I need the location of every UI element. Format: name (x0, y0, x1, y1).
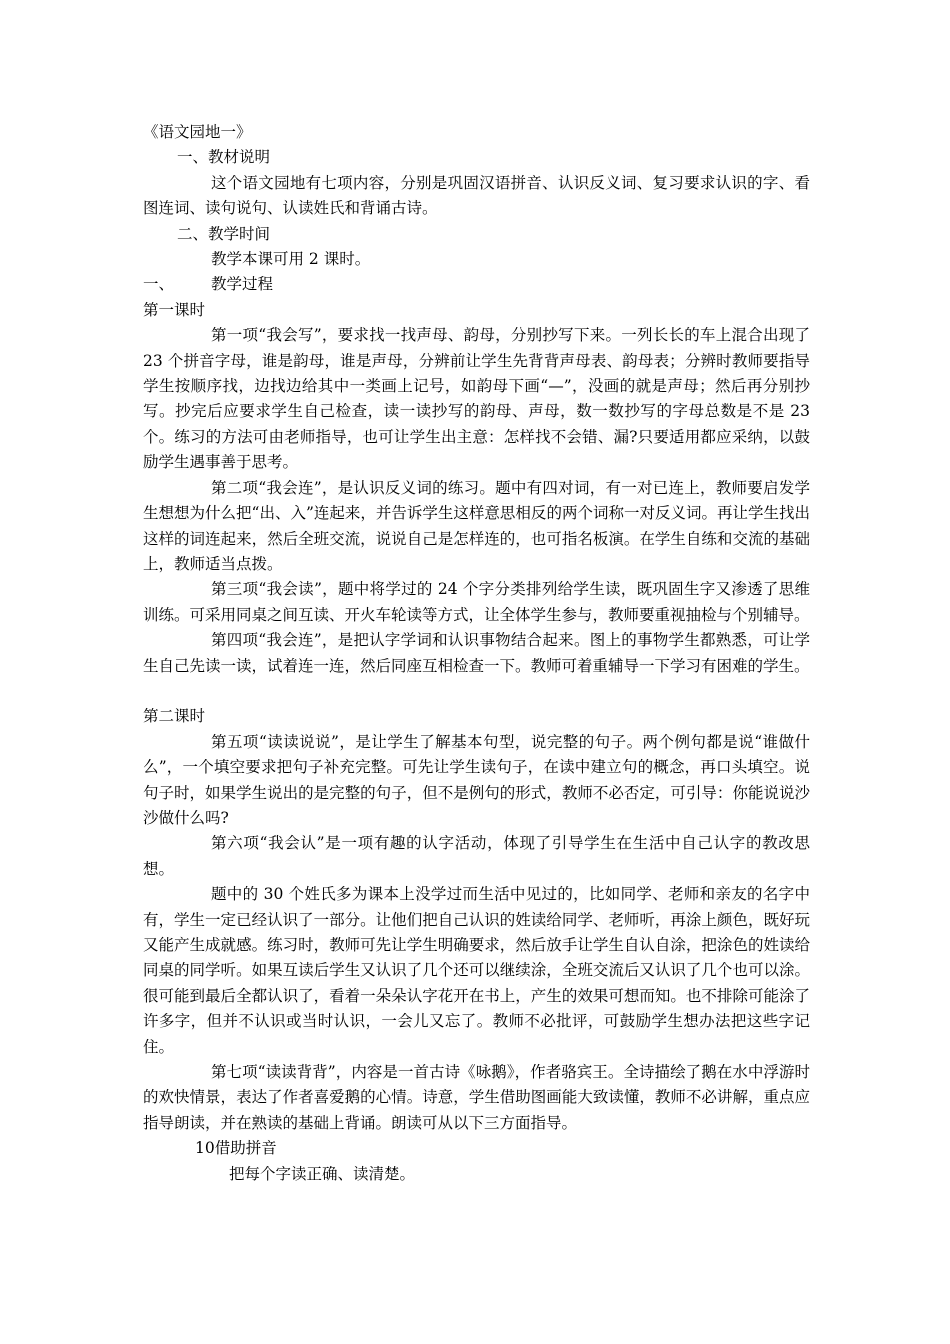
list-item-label: 10借助拼音 (195, 1139, 277, 1158)
paragraph: 第六项“我会认”是一项有趣的认字活动，体现了引导学生在生活中自己认字的教改思想。 (143, 834, 810, 878)
paragraph: 第二项“我会连”，是认识反义词的练习。题中有四对词，有一对已连上，教师要启发学生想想为什么把“出、入”连起来，并告诉学生这样意思相反的两个词称一对反义词。再让学生找出这样的词连起来，然后全班交流，说说自己是怎样连的，也可指名板演。在学生自练和交流的基础上，教师适当点拨。 (143, 478, 810, 573)
paragraph: 第四项“我会连”，是把认字学词和认识事物结合起来。图上的事物学生都熟悉，可让学生自己先读一读，试着连一连，然后同座互相检查一下。教师可着重辅导一下学习有困难的学生。 (143, 631, 810, 675)
section-heading-time: 二、教学时间 (177, 224, 271, 243)
paragraph-materials: 这个语文园地有七项内容，分别是巩固汉语拼音、认识反义词、复习要求认识的字、看图连词、读句说句、认读姓氏和背诵古诗。 (143, 173, 810, 218)
list-item-text: 把每个字读正确、读清楚。 (229, 1164, 416, 1183)
lesson-heading-second: 第二课时 (143, 707, 206, 726)
paragraph: 第七项“读读背背”，内容是一首古诗《咏鹅》，作者骆宾王。全诗描绘了鹅在水中浮游时的欢快情景，表达了作者喜爱鹅的心情。诗意，学生借助图画能大致读懂，教师不必讲解，重点应指导朗读，并在熟读的基础上背诵。朗读可从以下三方面指导。 (143, 1063, 810, 1132)
paragraph: 第一项“我会写”，要求找一找声母、韵母，分别抄写下来。一列长长的车上混合出现了 23 个拼音字母，谁是韵母，谁是声母，分辨前让学生先背背声母表、韵母表；分辨时教师要指导学生按顺序找，边找边给其中一类画上记号，如韵母下画“—”，没画的就是声母；然后再分别抄写。抄完后应要求学生自己检查，读一读抄写的韵母、声母，数一数抄写的字母总数是不是 23 个。练习的方法可由老师指导，也可让学生出主意：怎样找不会错、漏?只要适用都应采纳，以鼓励学生遇事善于思考。 (143, 326, 810, 472)
blank-line (143, 679, 810, 704)
paragraph: 第三项“我会读”，题中将学过的 24 个字分类排列给学生读，既巩固生字又渗透了思维训练。可采用同桌之间互读、开火车轮读等方式，让全体学生参与，教师要重视抽检与个别辅导。 (143, 580, 810, 624)
section-heading-process (143, 272, 810, 297)
section-heading-materials: 一、教材说明 (177, 148, 271, 167)
paragraph-time: 教学本课可用 2 课时。 (211, 250, 371, 269)
paragraph: 第五项“读读说说”，是让学生了解基本句型，说完整的句子。两个例句都是说“谁做什么”，一个填空要求把句子补充完整。可先让学生读句子，在读中建立句的概念，再口头填空。说句子时，如果学生说出的是完整的句子，但不是例句的形式，教师不必否定，可引导：你能说说沙沙做什么吗? (143, 732, 810, 827)
paragraph: 题中的 30 个姓氏多为课本上没学过而生活中见过的，比如同学、老师和亲友的名字中有，学生一定已经认识了一部分。让他们把自己认识的姓读给同学、老师听，再涂上颜色，既好玩又能产生成就感。练习时，教师可先让学生明确要求，然后放手让学生自认自涂，把涂色的姓读给同桌的同学听。如果互读后学生又认识了几个还可以继续涂，全班交流后又认识了几个也可以涂。很可能到最后全都认识了，看着一朵朵认字花开在书上，产生的效果可想而知。也不排除可能涂了许多字，但并不认识或当时认识，一会儿又忘了。教师不必批评，可鼓励学生想办法把这些字记住。 (143, 885, 810, 1056)
document-title: 《语文园地一》 (143, 123, 252, 141)
document-body (143, 120, 810, 1187)
section-number: 一、 (143, 275, 175, 294)
section-heading-label: 教学过程 (211, 275, 274, 294)
lesson-heading-first: 第一课时 (143, 300, 206, 319)
